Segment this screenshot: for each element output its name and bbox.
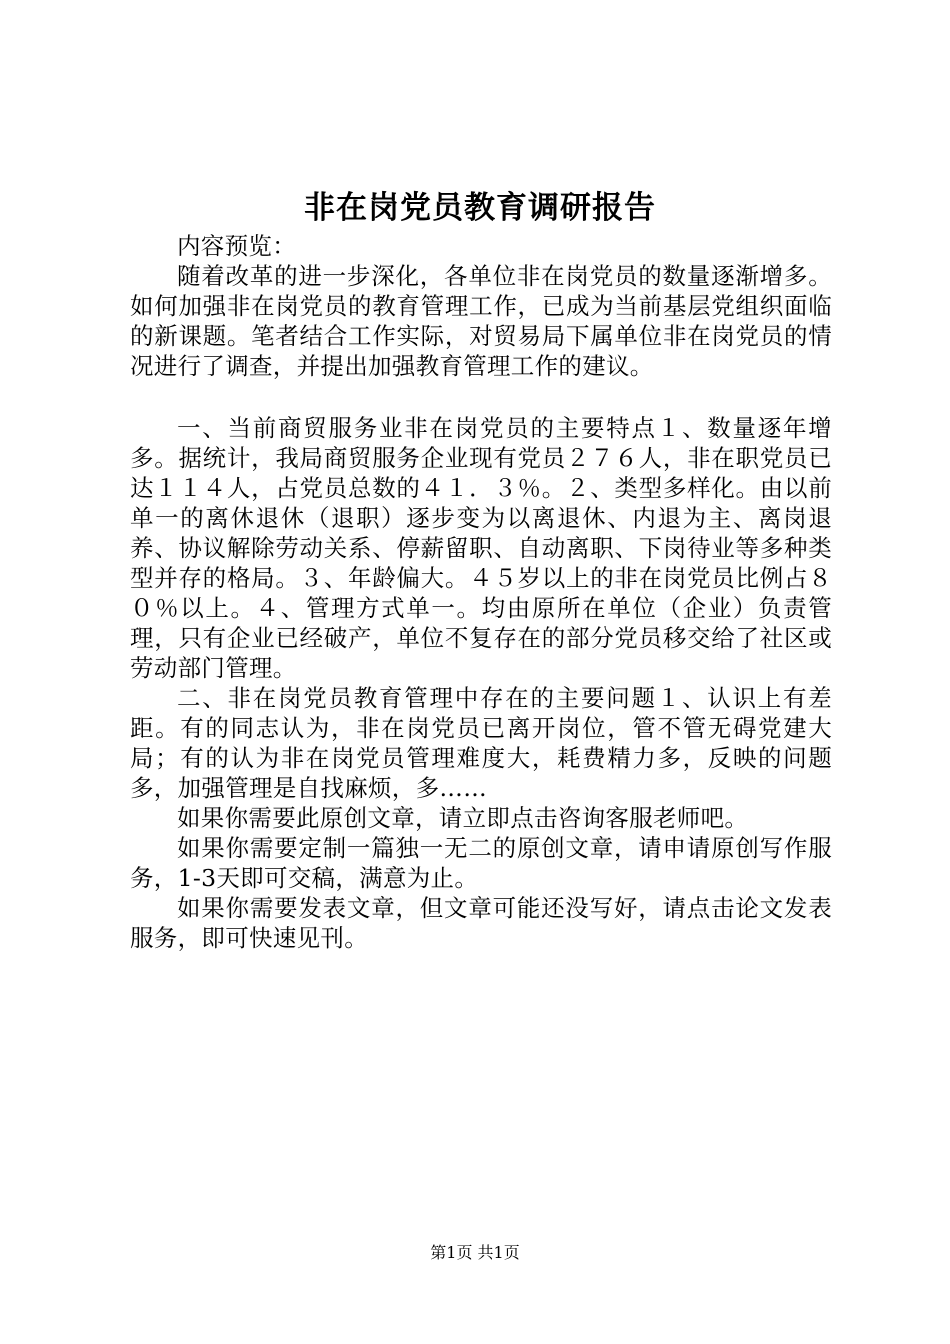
document-title: 非在岗党员教育调研报告 (304, 190, 656, 226)
paragraph-gap (130, 381, 832, 413)
document-body (130, 231, 832, 953)
custom-writing-paragraph: 如果你需要定制一篇独一无二的原创文章，请申请原创写作服务，1-3天即可交稿，满意为止。 (130, 834, 832, 892)
preview-label: 内容预览： (177, 232, 296, 260)
section-one-paragraph: 一、当前商贸服务业非在岗党员的主要特点１、数量逐年增多。据统计，我局商贸服务企业现有党员２７６人，非在职党员已达１１４人，占党员总数的４１．３％。２、类型多样化。由以前单一的离休退休（退职）逐步变为以离退休、内退为主、离岗退养、协议解除劳动关系、停薪留职、自动离职、下岗待业等多种类型并存的格局。３、年龄偏大。４５岁以上的非在岗党员比例占８０％以上。４、管理方式单一。均由原所在单位（企业）负责管理，只有企业已经破产，单位不复存在的部分党员移交给了社区或劳动部门管理。 (130, 414, 832, 682)
page-number-footer: 第1页 共1页 (430, 1243, 520, 1262)
consult-service-paragraph: 如果你需要此原创文章，请立即点击咨询客服老师吧。 (177, 804, 749, 832)
intro-paragraph: 随着改革的进一步深化，各单位非在岗党员的数量逐渐增多。如何加强非在岗党员的教育管理工作，已成为当前基层党组织面临的新课题。笔者结合工作实际，对贸易局下属单位非在岗党员的情况进行了调查，并提出加强教育管理工作的建议。 (130, 262, 832, 380)
section-two-paragraph: 二、非在岗党员教育管理中存在的主要问题１、认识上有差距。有的同志认为，非在岗党员已离开岗位，管不管无碍党建大局；有的认为非在岗党员管理难度大，耗费精力多，反映的问题多，加强管理是自找麻烦，多…… (130, 684, 832, 802)
publish-service-paragraph: 如果你需要发表文章，但文章可能还没写好，请点击论文发表服务，即可快速见刊。 (130, 894, 832, 952)
